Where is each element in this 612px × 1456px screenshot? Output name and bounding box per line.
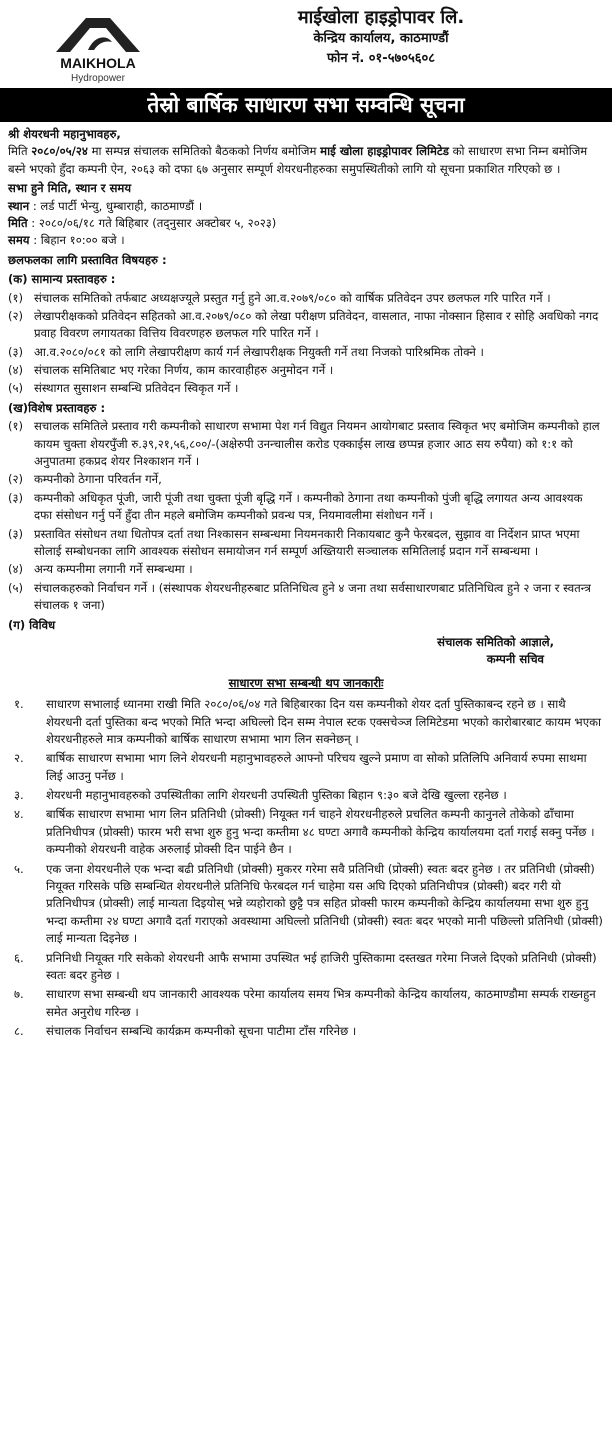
list-item	[8, 290, 604, 307]
item-text: साधारण सभा सम्बन्धी थप जानकारी आवश्यक परेमा कार्यालय समय भित्र कम्पनीको केन्द्रिय कार्यालय, काठमाण्डौमा सम्पर्क राख्नहुन समेत अनुरोध गरिन्छ ।	[46, 987, 596, 1019]
list-item	[8, 696, 604, 748]
meeting-heading: सभा हुने मिति, स्थान र समय	[8, 181, 132, 196]
item-number: (५)	[8, 580, 24, 595]
item-number: (२)	[8, 472, 24, 487]
place-value: : लर्ड पार्टी भेन्यु, धुम्बाराही, काठमाण्डौं ।	[32, 198, 203, 213]
item-text: संचालक समितिको तर्फबाट अध्यक्षज्यूले प्रस्तुत गर्नु हुने आ.व.२०७९/०८० को वार्षिक प्रतिवेदन उपर छलफल गरि पारित गर्ने ।	[34, 290, 551, 305]
item-number: १.	[14, 697, 24, 712]
general-proposals-list	[8, 290, 604, 398]
office-address: केन्द्रिय कार्यालय, काठमाण्डौं	[313, 31, 449, 47]
additional-info-heading: साधारण सभा सम्बन्धी थप जानकारीः	[228, 675, 384, 690]
company-name: माईखोला हाइड्रोपावर लि.	[297, 7, 465, 28]
item-text: लेखापरीक्षकको प्रतिवेदन सहितको आ.व.२०७९/०८० को लेखा परीक्षण प्रतिवेदन, वासलात, नाफा नोक्सान हिसाव र सोहि अवधिको नगद प्रवाह विवरण लगायतका वित्तिय विवरणहरु छलफल गरि पारित गर्ने ।	[34, 308, 599, 341]
item-number: (३)	[8, 490, 24, 505]
notice-title: तेस्रो बार्षिक साधारण सभा सम्वन्धि सूचना	[0, 88, 612, 122]
item-text: बार्षिक साधारण सभामा भाग लिन प्रतिनिधी (प्रोक्सी) नियूक्त गर्न चाहने शेयरधनीहरुले प्रचलित कम्पनी कानुनले तोकेको ढाँचामा प्रतिनिधीपत्र (प्रोक्सी) फारम भरी सभा शुरु हुनु भन्दा कम्तीमा ४८ घण्टा अगावै कम्पनीको केन्द्रिय कार्यालयमा दर्ता गराई सक्नु पर्नेछ । कम्पनीको शेयरधनी वाहेक अरुलाई प्रोक्सी दिन पाईने छैन ।	[46, 807, 595, 857]
item-text: संचालक समितिबाट भए गरेका निर्णय, काम कारवाहीहरु अनुमोदन गर्ने ।	[34, 363, 334, 378]
list-item	[8, 362, 604, 379]
list-item	[8, 526, 604, 561]
item-number: ५.	[14, 861, 24, 876]
list-item	[8, 418, 604, 470]
list-item	[8, 471, 604, 488]
signature-line-2: कम्पनी सचिव	[486, 652, 544, 667]
list-item	[8, 806, 604, 858]
list-item	[8, 308, 604, 343]
item-number: (३)	[8, 526, 24, 541]
item-text: अन्य कम्पनीमा लगानी गर्ने सम्बन्धमा ।	[34, 562, 193, 577]
item-text: बार्षिक साधारण सभामा भाग लिने शेयरधनी महानुभावहरुले आफ्नो परिचय खुल्ने प्रमाण वा सोको प्रतिलिपि अनिवार्य रुपमा साथमा लिई आउनु पर्नेछ ।	[46, 751, 587, 783]
item-text: संचालकहरुको निर्वाचन गर्ने । (संस्थापक शेयरधनीहरुबाट प्रतिनिधित्व हुने ४ जना तथा सर्वसाधारणबाट प्रतिनिधित्व हुने २ जना र स्वतन्त्र संचालक १ जना)	[34, 580, 591, 613]
list-item	[8, 787, 604, 804]
list-item	[8, 861, 604, 948]
list-item	[8, 950, 604, 985]
list-item	[8, 344, 604, 361]
agenda-heading: छलफलका लागि प्रस्तावित विषयहरु :	[8, 252, 167, 267]
date-label: मिति	[8, 215, 28, 230]
header	[8, 0, 604, 88]
place-label: स्थान	[8, 198, 30, 213]
phone-number: फोन नं. ०१-५७०५६०८	[326, 50, 436, 66]
list-item	[8, 1023, 604, 1040]
company-full-name: माई खोला हाइड्रोपावर लिमिटेड	[320, 144, 449, 159]
meeting-date	[8, 215, 604, 232]
intro-text-2: मा सम्पन्न संचालक समितिको बैठकको निर्णय बमोजिम	[87, 144, 321, 159]
item-text: प्रनिनिधी नियूक्त गरि सकेको शेयरधनी आफै सभामा उपस्थित भई हाजिरी पुस्तिकामा दस्तखत गरेमा निजले दिएको प्रतिनिधी (प्रोक्सी) स्वतः बदर हुनेछ ।	[46, 950, 597, 982]
item-text: कम्पनीको अधिकृत पूंजी, जारी पूंजी तथा चुक्ता पूंजी बृद्धि गर्ने । कम्पनीको ठेगाना तथा कम्पनीको पुंजी बृद्धि लगायत अन्य आवश्यक दफा संसोधन गर्नु पर्ने हुँदा तीन महले बमोजिम कम्पनीको प्रवन्ध पत्र, नियमावलीमा संशोधन गर्ने ।	[34, 490, 583, 523]
salutation: श्री शेयरधनी महानुभावहरु,	[8, 127, 121, 141]
list-item	[8, 580, 604, 615]
item-number: (५)	[8, 381, 24, 396]
item-number: (४)	[8, 562, 24, 577]
intro-text-1: मिति	[8, 144, 32, 159]
item-text: एक जना शेयरधनीले एक भन्दा बढी प्रतिनिधी (प्रोक्सी) मुकरर गरेमा सवै प्रतिनिधी (प्रोक्सी) स्वतः बदर हुनेछ । तर प्रतिनिधी (प्रोक्सी) नियूक्त गरिसके पछि सम्बन्धित शेयरधनीले प्रतिनिधि फेरबदल गर्न चाहेमा यस अघि दिएको प्रतिनिधीपत्र (प्रोक्सी) बदर गरी यो प्रतिनिधीपत्र (प्रोक्सी) लाई मान्यता दिइयोस् भन्ने व्यहोराको छुट्टै पत्र सहित प्रोक्सी फारम कम्पनीको केन्द्रिय कार्यालयमा सभा शुरु हुनु भन्दा कम्तीमा २४ घण्टा अगावै दर्ता गराएको अवस्थामा अघिल्लो प्रतिनिधी (प्रोक्सी) स्वतः बदर भएको मानी पछिल्लो प्रतिनिधी (प्रोक्सी) लाई मान्यता दिइनेछ ।	[46, 861, 603, 946]
item-text: आ.व.२०८०/०८१ को लागि लेखापरीक्षण कार्य गर्न लेखापरीक्षक नियुक्ती गर्ने तथा निजको पारिश्रमिक तोक्ने ।	[34, 344, 484, 359]
organization-info	[168, 6, 594, 68]
additional-info-list	[8, 696, 604, 1040]
item-number: ६.	[14, 950, 24, 965]
item-text: कम्पनीको ठेगाना परिवर्तन गर्ने,	[34, 472, 162, 487]
item-number: (१)	[8, 419, 24, 434]
item-number: (१)	[8, 290, 24, 305]
list-item	[8, 380, 604, 397]
item-text: संचालक निर्वाचन सम्बन्धि कार्यक्रम कम्पनीको सूचना पाटीमा टाँस गरिनेछ ।	[46, 1024, 357, 1039]
list-item	[8, 750, 604, 785]
item-text: शेयरधनी महानुभावहरुको उपस्थितीका लागि शेयरधनी उपस्थिती पुस्तिका बिहान ९:३० बजे देखि खुल्ला रहनेछ ।	[46, 788, 507, 803]
item-text: सचालक समितिले प्रस्ताव गरी कम्पनीको साधारण सभामा पेश गर्न विद्युत नियमन आयोगबाट प्रस्ताव स्विकृत भए बमोजिम कम्पनीको हाल कायम चुक्ता शेयरपुँजी रु.३९,२१,५६,८००/-(अक्षेरुपी उनन्चालीस करोड एक्काईस लाख छप्पन्न हजार आठ सय रुपैया) को १:१ को अनुपातमा हकप्रद शेयर निश्काशन गर्ने ।	[34, 419, 600, 469]
item-number: ३.	[14, 788, 24, 803]
time-value: : बिहान १०:०० बजे ।	[33, 233, 125, 248]
item-text: प्रस्तावित संसोधन तथा धितोपत्र दर्ता तथा निश्कासन सम्बन्धमा नियमनकारी निकायबाट कुनै फेरबदल, सुझाव वा निर्देशन प्राप्त भएमा सोलाई सम्बोधनका लागि आवश्यक संसोधन समायोजन गर्न सम्पूर्ण अख्तियारी सञ्चालक समितिलाई प्रदान गर्ने सम्बन्धमा ।	[34, 526, 580, 558]
list-item	[8, 561, 604, 578]
item-number: (३)	[8, 344, 24, 359]
signature-line-1: संचालक समितिको आज्ञाले,	[437, 634, 554, 649]
logo-text: MAIKHOLA	[60, 55, 136, 71]
logo-subtext: Hydropower	[71, 73, 125, 84]
list-item	[8, 490, 604, 525]
item-number: ८.	[14, 1024, 24, 1039]
item-text: संस्थागत सुसाशन सम्बन्धि प्रतिवेदन स्विकृत गर्ने ।	[34, 381, 239, 396]
item-text: साधारण सभालाई ध्यानमा राखी मिति २०८०/०६/०४ गते बिहिबारका दिन यस कम्पनीको शेयर दर्ता पुस्तिकाबन्द रहने छ । साथै शेयरधनी दर्ता पुस्तिका बन्द भएको मिति भन्दा अघिल्लो दिन सम्म नेपाल स्टक एक्सचेञ्ज लिमिटेडमा भएको कारोबारबाट कायम भएका शेयरधनीहरुले मात्र कम्पनीको बार्षिक साधारण सभामा भाग लिन सक्नेछन् ।	[46, 697, 602, 746]
item-number: २.	[14, 751, 24, 766]
meeting-time	[8, 232, 604, 249]
meeting-place	[8, 198, 604, 215]
intro-text-3: को साधारण सभा निम्न बमोजिम बस्ने भएको हुँदा कम्पनी ऐन, २०६३ को दफा ६७ अनुसार सम्पूर्ण शेयरधनीहरुका समुपस्थितीको लागि यो सूचना प्रकाशित गरिएको छ ।	[8, 144, 588, 176]
list-item	[8, 986, 604, 1021]
item-number: ४.	[14, 807, 24, 822]
board-meeting-date: २०८०/०५/२४	[31, 144, 88, 159]
intro-paragraph	[8, 143, 604, 178]
item-number: (२)	[8, 308, 24, 323]
time-label: समय	[8, 233, 30, 248]
item-number: (४)	[8, 363, 24, 378]
general-proposals-heading: (क) सामान्य प्रस्तावहरु :	[8, 272, 116, 287]
misc-heading: (ग) विविध	[8, 617, 56, 632]
item-number: ७.	[14, 987, 24, 1002]
company-logo	[48, 12, 148, 84]
date-value: : २०८०/०६/१८ गते बिहिबार (तद्नुसार अक्टोबर ५, २०२३)	[31, 215, 277, 230]
special-proposals-heading: (ख)विशेष प्रस्तावहरु :	[8, 400, 106, 415]
special-proposals-list	[8, 418, 604, 614]
